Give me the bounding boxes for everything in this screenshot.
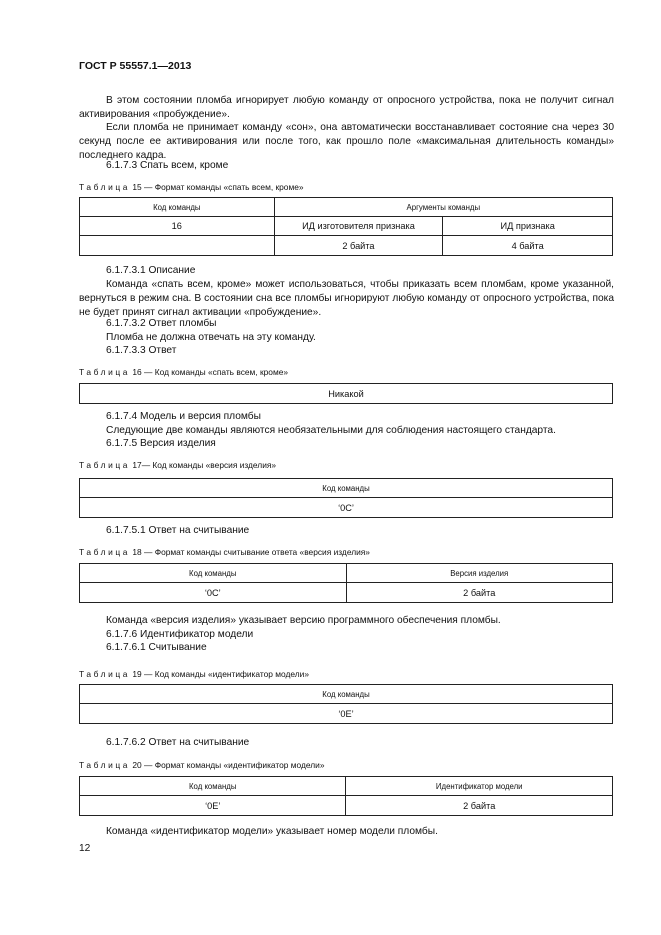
table-19-caption: Таблица 19 — Код команды «идентификатор модели»: [79, 669, 309, 679]
page-number: 12: [79, 843, 91, 854]
table-17: [79, 478, 613, 518]
table-cell: ‘0C’: [80, 583, 347, 603]
paragraph-description: Команда «спать всем, кроме» может использоваться, чтобы приказать всем пломбам, кроме указанной, вернуться в режим сна. В состоянии сна все пломбы игнорируют любую команду от опросного устройства, пока не будет принят сигнал активации «пробуждение».: [79, 279, 614, 318]
table-cell: Код команды: [80, 198, 275, 217]
table-cell: 2 байта: [274, 236, 443, 256]
table-cell: Код команды: [80, 777, 346, 796]
table-cell: Код команды: [80, 685, 613, 704]
table-19: [79, 684, 613, 724]
table-15: [79, 197, 613, 256]
table-18-caption: Таблица 18 — Формат команды считывание ответа «версия изделия»: [79, 547, 370, 557]
section-6-1-7-3-1: 6.1.7.3.1 Описание: [106, 265, 196, 276]
section-6-1-7-4: 6.1.7.4 Модель и версия пломбы: [106, 411, 261, 422]
table-cell: ‘0E’: [80, 704, 613, 724]
section-6-1-7-3: 6.1.7.3 Спать всем, кроме: [106, 160, 229, 171]
table-cell: [80, 236, 275, 256]
table-cell: Аргументы команды: [274, 198, 612, 217]
table-cell: ИД признака: [443, 217, 613, 236]
table-16-caption: Таблица 16 — Код команды «спать всем, кроме»: [79, 367, 289, 377]
section-6-1-7-5-1: 6.1.7.5.1 Ответ на считывание: [106, 525, 250, 536]
table-cell: 2 байта: [346, 583, 613, 603]
table-cell: Код команды: [80, 564, 347, 583]
table-cell: ‘0C’: [80, 498, 613, 518]
table-15-caption: Таблица 15 — Формат команды «спать всем, кроме»: [79, 182, 304, 192]
table-20-caption: Таблица 20 — Формат команды «идентификатор модели»: [79, 760, 325, 770]
paragraph-ignore-commands: В этом состоянии пломба игнорирует любую команду от опросного устройства, пока не получит сигнал активирования «пробуждение».: [79, 95, 614, 120]
table-cell: Идентификатор модели: [346, 777, 613, 796]
section-6-1-7-3-2: 6.1.7.3.2 Ответ пломбы: [106, 318, 217, 329]
section-6-1-7-6: 6.1.7.6 Идентификатор модели: [106, 629, 254, 640]
table-20: [79, 776, 613, 816]
table-cell: 2 байта: [346, 796, 613, 816]
paragraph-model: Команда «идентификатор модели» указывает номер модели пломбы.: [106, 826, 438, 837]
table-cell: Версия изделия: [346, 564, 613, 583]
table-cell: 4 байта: [443, 236, 613, 256]
paragraph-sleep-restore: Если пломба не принимает команду «сон», она автоматически восстанавливает состояние сна через 30 секунд после ее активирования или после того, как прошло поле «максимальная длительность команды» последнего кадра.: [79, 122, 614, 161]
paragraph-version: Команда «версия изделия» указывает версию программного обеспечения пломбы.: [106, 615, 501, 626]
table-cell: ИД изготовителя признака: [274, 217, 443, 236]
table-cell: Никакой: [80, 384, 613, 404]
section-6-1-7-3-3: 6.1.7.3.3 Ответ: [106, 345, 177, 356]
table-cell: Код команды: [80, 479, 613, 498]
paragraph-optional: Следующие две команды являются необязательными для соблюдения настоящего стандарта.: [106, 425, 556, 436]
paragraph-no-answer: Пломба не должна отвечать на эту команду.: [106, 332, 316, 343]
section-6-1-7-6-2: 6.1.7.6.2 Ответ на считывание: [106, 737, 250, 748]
table-cell: ‘0E’: [80, 796, 346, 816]
table-16: [79, 383, 613, 404]
section-6-1-7-5: 6.1.7.5 Версия изделия: [106, 438, 216, 449]
document-header: ГОСТ Р 55557.1—2013: [79, 60, 192, 72]
table-17-caption: Таблица 17— Код команды «версия изделия»: [79, 460, 277, 470]
table-cell: 16: [80, 217, 275, 236]
table-18: [79, 563, 613, 603]
section-6-1-7-6-1: 6.1.7.6.1 Считывание: [106, 642, 207, 653]
